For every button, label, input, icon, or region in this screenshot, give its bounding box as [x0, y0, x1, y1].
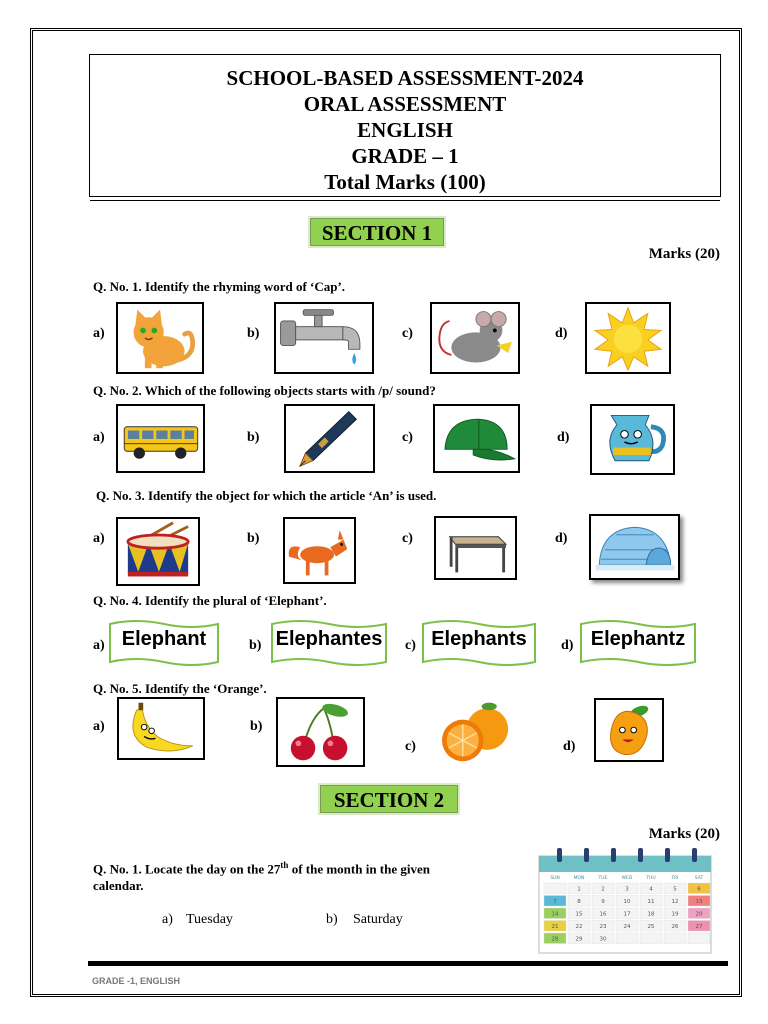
orange-image[interactable]	[436, 695, 516, 767]
header-grade: GRADE – 1	[351, 144, 459, 168]
calendar-date: 8	[577, 899, 581, 905]
calendar-date: 5	[673, 886, 677, 893]
calendar-ring	[638, 848, 643, 862]
pen-image[interactable]	[284, 404, 375, 473]
calendar-date: 22	[575, 924, 583, 930]
question-4: Q. No. 4. Identify the plural of ‘Elephant’.	[93, 593, 327, 608]
calendar-day-label: FRI	[671, 876, 679, 881]
calendar-date: 3	[625, 886, 629, 893]
q1-option-d-label: d)	[555, 326, 568, 341]
calendar-date: 4	[649, 886, 653, 893]
calendar-date: 13	[695, 899, 703, 905]
bus-image[interactable]	[116, 404, 205, 473]
s2-option-a-label: a)	[162, 912, 173, 927]
word-option-b-text: Elephantes	[275, 628, 383, 650]
section-2-question-1-line2: calendar.	[93, 878, 144, 893]
calendar-date: 16	[599, 911, 607, 918]
calendar-date: 18	[647, 911, 655, 918]
calendar-date: 25	[647, 924, 655, 930]
q4-option-a-label: a)	[93, 638, 105, 653]
word-option-a[interactable]	[108, 618, 220, 668]
calendar-date: 26	[671, 924, 679, 930]
s2-option-a-text[interactable]: Tuesday	[186, 912, 233, 927]
jug-icon	[592, 406, 673, 473]
rat-icon	[432, 304, 518, 372]
header-subtitle: ORAL ASSESSMENT	[303, 92, 507, 116]
q5-option-d-label: d)	[563, 739, 576, 754]
calendar-ring	[557, 848, 562, 862]
calendar-day-label: MON	[573, 876, 585, 881]
q2-option-c-label: c)	[402, 430, 413, 445]
section-1-marks: Marks (20)	[648, 246, 720, 262]
header-subject: ENGLISH	[357, 118, 453, 142]
q3-option-a-label: a)	[93, 531, 105, 546]
calendar-day-label: THU	[646, 876, 656, 881]
drum-image[interactable]	[116, 517, 200, 586]
s2-option-b-label: b)	[326, 912, 338, 927]
section-2-marks: Marks (20)	[648, 826, 720, 842]
header-title: SCHOOL-BASED ASSESSMENT-2024	[226, 66, 584, 90]
calendar	[537, 848, 713, 955]
s2-option-b-text[interactable]: Saturday	[353, 912, 403, 927]
calendar-date: 12	[671, 899, 679, 905]
fox-image[interactable]	[283, 517, 356, 584]
question-1: Q. No. 1. Identify the rhyming word of ‘Cap’.	[93, 279, 346, 294]
tap-image[interactable]	[274, 302, 374, 374]
igloo-icon	[591, 516, 678, 578]
table-icon	[436, 518, 515, 578]
calendar-date: 15	[575, 911, 583, 918]
igloo-image[interactable]	[589, 514, 680, 580]
calendar-date: 9	[601, 899, 605, 905]
mango-image[interactable]	[594, 698, 664, 762]
word-option-a-text: Elephant	[121, 628, 207, 650]
q3-option-b-label: b)	[247, 531, 260, 546]
calendar-date: 24	[623, 924, 631, 930]
q1-option-a-label: a)	[93, 326, 105, 341]
calendar-date: 6	[697, 886, 701, 893]
drum-icon	[118, 519, 198, 584]
calendar-cell	[688, 933, 710, 944]
q2-option-d-label: d)	[557, 430, 570, 445]
section-1-title: SECTION 1	[310, 218, 444, 246]
bus-icon	[118, 406, 203, 471]
calendar-date: 29	[575, 936, 583, 943]
mango-icon	[596, 700, 662, 760]
cat-icon	[118, 304, 202, 372]
calendar-date: 11	[647, 899, 655, 905]
sun-image[interactable]	[585, 302, 671, 374]
question-2: Q. No. 2. Which of the following objects starts with /p/ sound?	[93, 383, 436, 398]
jug-image[interactable]	[590, 404, 675, 475]
calendar-date: 28	[551, 936, 559, 943]
calendar-date: 17	[623, 911, 631, 918]
q2-option-a-label: a)	[93, 430, 105, 445]
calendar-date: 27	[695, 924, 703, 930]
question-5: Q. No. 5. Identify the ‘Orange’.	[93, 681, 267, 696]
calendar-day-label: SUN	[550, 876, 560, 881]
cap-icon	[435, 406, 518, 471]
q1-option-c-label: c)	[402, 326, 413, 341]
footer-rule	[88, 961, 728, 966]
calendar-ring	[584, 848, 589, 862]
cap-image[interactable]	[433, 404, 520, 473]
q4-option-d-label: d)	[561, 638, 574, 653]
calendar-ring	[692, 848, 697, 862]
calendar-cell	[616, 933, 638, 944]
header-box	[89, 54, 721, 197]
footer-text: GRADE -1, ENGLISH	[92, 976, 181, 986]
orange-icon	[438, 697, 514, 765]
q3-option-c-label: c)	[402, 531, 413, 546]
calendar-date: 30	[599, 936, 607, 943]
calendar-date: 1	[577, 886, 581, 893]
calendar-cell	[544, 883, 566, 894]
section-2-title: SECTION 2	[320, 785, 458, 813]
sun-icon	[587, 304, 669, 372]
word-option-c-text: Elephants	[431, 628, 527, 650]
calendar-day-label: TUE	[598, 876, 608, 881]
calendar-date: 14	[551, 911, 559, 918]
table-image[interactable]	[434, 516, 517, 580]
question-3: Q. No. 3. Identify the object for which the article ‘An’ is used.	[96, 488, 437, 503]
tap-icon	[276, 304, 372, 372]
calendar-date: 21	[551, 924, 559, 930]
calendar-icon	[537, 848, 713, 955]
banana-image[interactable]	[117, 697, 205, 760]
q1-option-b-label: b)	[247, 326, 260, 341]
cat-image[interactable]	[116, 302, 204, 374]
banana-icon	[119, 699, 203, 758]
q2-option-b-label: b)	[247, 430, 260, 445]
word-option-d[interactable]	[579, 618, 697, 668]
calendar-date: 23	[599, 924, 607, 930]
calendar-cell	[664, 933, 686, 944]
fox-icon	[285, 519, 354, 582]
q5-option-c-label: c)	[405, 739, 416, 754]
calendar-ring	[665, 848, 670, 862]
calendar-date: 2	[601, 886, 605, 893]
calendar-day-label: SAT	[694, 876, 704, 881]
word-option-b[interactable]	[270, 618, 388, 668]
word-option-d-text: Elephantz	[590, 628, 686, 650]
calendar-date: 7	[553, 899, 557, 905]
calendar-cell	[640, 933, 662, 944]
pen-icon	[286, 406, 373, 471]
q5-option-a-label: a)	[93, 719, 105, 734]
q4-option-c-label: c)	[405, 638, 416, 653]
q5-option-b-label: b)	[250, 719, 263, 734]
rat-image[interactable]	[430, 302, 520, 374]
calendar-date: 20	[695, 911, 703, 918]
calendar-date: 10	[623, 899, 631, 905]
word-option-c[interactable]	[421, 618, 537, 668]
q4-option-b-label: b)	[249, 638, 262, 653]
cherries-image[interactable]	[276, 697, 365, 767]
calendar-date: 19	[671, 911, 679, 918]
calendar-ring	[611, 848, 616, 862]
section-2-question-1: Q. No. 1. Locate the day on the 27th of the month in the given	[93, 860, 430, 877]
header-total-marks: Total Marks (100)	[324, 170, 486, 194]
calendar-day-label: WED	[621, 876, 633, 881]
cherries-icon	[278, 699, 363, 765]
q3-option-d-label: d)	[555, 531, 568, 546]
